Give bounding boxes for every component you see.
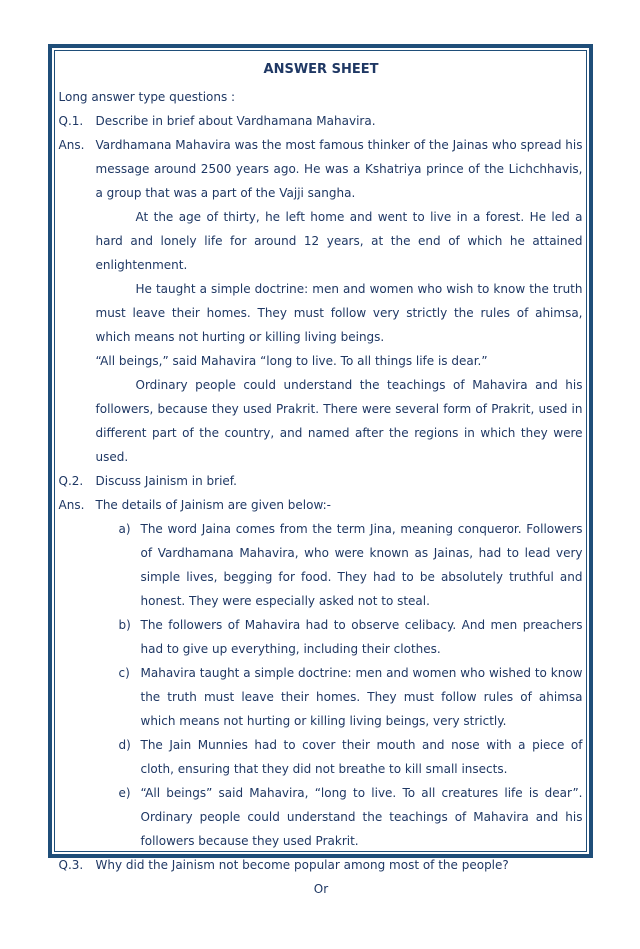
question-text: Why did the Jainism not become popular among most of the people?: [95, 858, 509, 872]
answer-label: Ans.: [58, 138, 85, 152]
question-label: Q.2.: [58, 474, 84, 488]
list-item: [119, 661, 583, 733]
item-text: The followers of Mahavira had to observe celibacy. And men preachers had to give up everything, including their clothes.: [140, 618, 583, 656]
paragraph: At the age of thirty, he left home and went to live in a forest. He led a hard and lonely life for around 12 years, at the end of which he attained enlightenment.: [95, 210, 583, 272]
list-item: [119, 781, 583, 853]
item-text: The Jain Munnies had to cover their mouth and nose with a piece of cloth, ensuring that they did not breathe to kill small insects.: [140, 738, 583, 776]
intro-line: Long answer type questions :: [58, 90, 236, 104]
question-row-q1: [59, 109, 584, 133]
paragraph: Vardhamana Mahavira was the most famous thinker of the Jainas who spread his message around 2500 years ago. He was a Kshatriya prince of the Lichchhavis, a group that was a part of the Vajji sangha.: [95, 138, 583, 200]
answer-sheet-frame: [48, 44, 593, 896]
document-title: ANSWER SHEET: [263, 62, 379, 77]
paragraph: He taught a simple doctrine: men and women who wish to know the truth must leave their homes. They must follow very strictly the rules of ahimsa, which means not hurting or killing living beings.: [95, 282, 583, 344]
answer-body: [96, 133, 584, 469]
document-body: [59, 58, 584, 901]
item-marker: b): [118, 618, 131, 632]
item-text: The word Jaina comes from the term Jina, meaning conqueror. Followers of Vardhamana Mahavira, who were known as Jainas, had to lead very simple lives, begging for food. They had to be absolutely truthful and honest. They were especially asked not to steal.: [140, 522, 583, 608]
item-marker: c): [118, 666, 130, 680]
question-label: Q.1.: [58, 114, 84, 128]
item-text: Mahavira taught a simple doctrine: men and women who wished to know the truth must leave their homes. They must follow rules of ahimsa which means not hurting or killing living beings, very strictly.: [140, 666, 583, 728]
list-item: [119, 733, 583, 781]
quote-line: “All beings,” said Mahavira “long to live. To all things life is dear.”: [95, 354, 488, 368]
item-marker: a): [118, 522, 131, 536]
question-text: Discuss Jainism in brief.: [95, 474, 237, 488]
answer-sheet-inner-border: [54, 50, 587, 896]
item-text: “All beings” said Mahavira, “long to live. To all creatures life is dear”. Ordinary people could understand the teachings of Mahavira and his followers because they used Prakrit.: [140, 786, 583, 848]
answer-lead-line: The details of Jainism are given below:-: [95, 498, 332, 512]
answer-label: Ans.: [58, 498, 85, 512]
question-row-q2: [59, 469, 584, 493]
paragraph: Ordinary people could understand the teachings of Mahavira and his followers, because they used Prakrit. There were several form of Prakrit, used in different part of the country, and named after the regions in which they were used.: [95, 378, 583, 464]
answer-row-a2: [59, 493, 584, 853]
question-text: Describe in brief about Vardhamana Mahavira.: [95, 114, 376, 128]
item-marker: d): [118, 738, 131, 752]
lettered-list: [119, 517, 583, 853]
question-row-q3: [59, 853, 584, 877]
item-marker: e): [118, 786, 131, 800]
or-separator: Or: [313, 882, 329, 896]
list-item: [119, 517, 583, 613]
list-item: [119, 613, 583, 661]
answer-body: [96, 493, 584, 853]
question-label: Q.3.: [58, 858, 84, 872]
answer-row-a1: [59, 133, 584, 469]
